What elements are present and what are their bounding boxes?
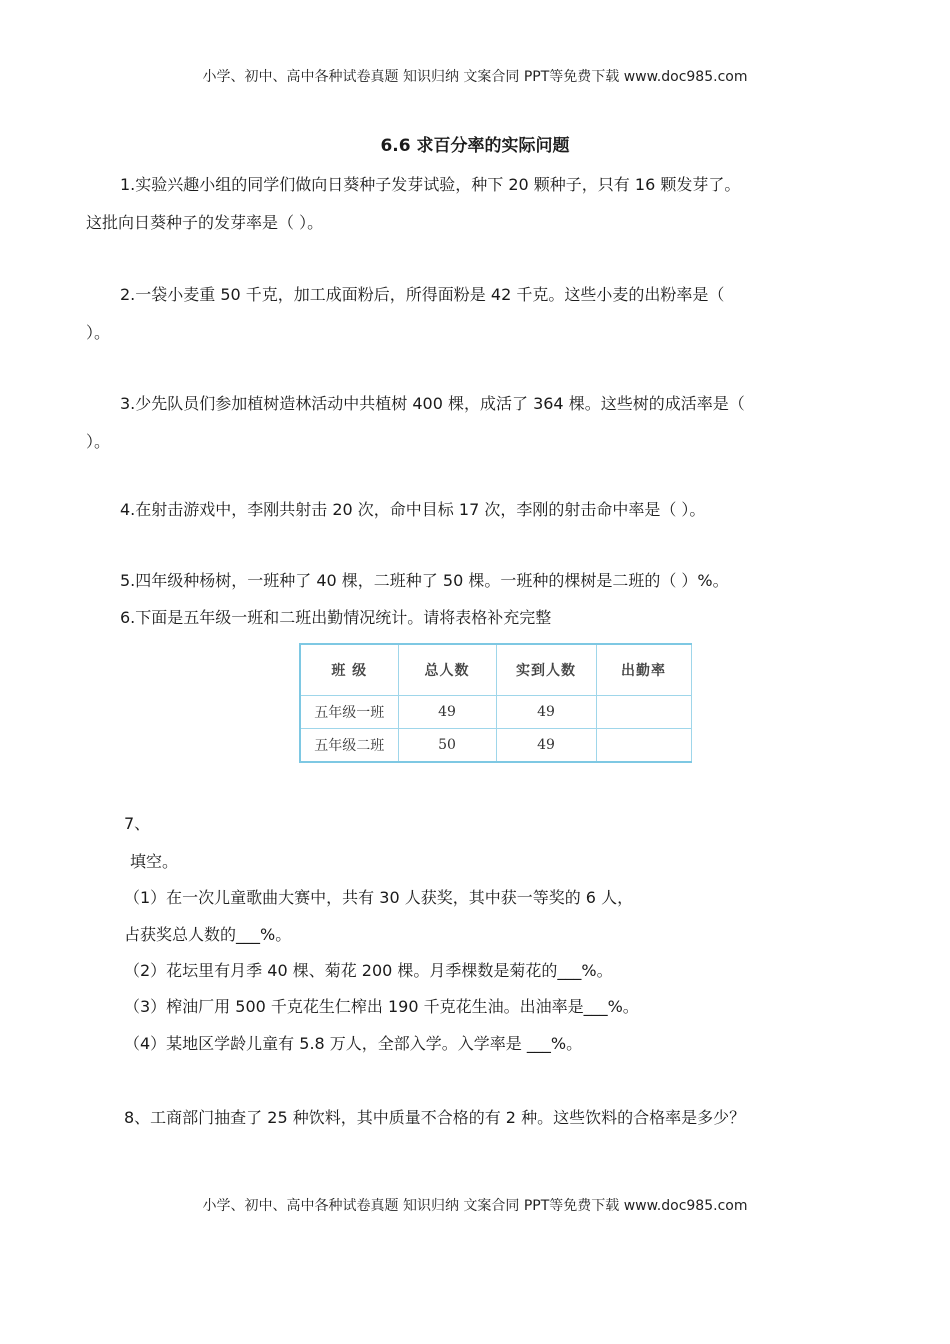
page-footer: 小学、初中、高中各种试卷真题 知识归纳 文案合同 PPT等免费下载 www.doc985.com bbox=[202, 1198, 748, 1214]
question-4: 4.在射击游戏中，李刚共射击 20 次，命中目标 17 次，李刚的射击命中率是（ ）。 bbox=[120, 500, 706, 519]
table-header-row bbox=[300, 644, 691, 696]
table-cell: 五年级二班 bbox=[300, 729, 398, 763]
table-header-cell: 实到人数 bbox=[496, 644, 596, 696]
question-8: 8、工商部门抽查了 25 种饮料，其中质量不合格的有 2 种。这些饮料的合格率是多少？ bbox=[124, 1108, 746, 1127]
question-1-line-2: 这批向日葵种子的发芽率是（ ）。 bbox=[86, 213, 324, 232]
question-3-line-2: ）。 bbox=[86, 432, 111, 451]
question-7-item-3: （3）榨油厂用 500 千克花生仁榨出 190 千克花生油。出油率是___%。 bbox=[124, 997, 639, 1016]
table-row bbox=[300, 696, 691, 729]
question-7-item-2: （2）花坛里有月季 40 棵、菊花 200 棵。月季棵数是菊花的___%。 bbox=[124, 961, 613, 980]
table-cell: 50 bbox=[398, 729, 496, 763]
question-7-item-1-line-2: 占获奖总人数的___%。 bbox=[124, 925, 292, 944]
question-7-number: 7、 bbox=[124, 814, 151, 833]
table-cell: 49 bbox=[496, 729, 596, 763]
table-cell-blank bbox=[596, 729, 691, 763]
question-3-line-1: 3.少先队员们参加植树造林活动中共植树 400 棵，成活了 364 棵。这些树的成活率是（ bbox=[120, 394, 745, 413]
table-row bbox=[300, 729, 691, 763]
question-7-item-1-line-1: （1）在一次儿童歌曲大赛中，共有 30 人获奖，其中获一等奖的 6 人， bbox=[124, 888, 634, 907]
table-header-cell: 出勤率 bbox=[596, 644, 691, 696]
question-6: 6.下面是五年级一班和二班出勤情况统计。请将表格补充完整 bbox=[120, 608, 552, 627]
table-header-cell: 总人数 bbox=[398, 644, 496, 696]
page-header: 小学、初中、高中各种试卷真题 知识归纳 文案合同 PPT等免费下载 www.doc985.com bbox=[202, 69, 748, 85]
question-7-item-4: （4）某地区学龄儿童有 5.8 万人，全部入学。入学率是 ___%。 bbox=[124, 1034, 583, 1053]
table-cell: 五年级一班 bbox=[300, 696, 398, 729]
attendance-table bbox=[299, 643, 692, 763]
question-2-line-1: 2.一袋小麦重 50 千克，加工成面粉后，所得面粉是 42 千克。这些小麦的出粉率是（ bbox=[120, 285, 725, 304]
question-5: 5.四年级种杨树，一班种了 40 棵，二班种了 50 棵。一班种的棵树是二班的（ ）%。 bbox=[120, 571, 729, 590]
table-header-cell: 班 级 bbox=[300, 644, 398, 696]
question-2-line-2: ）。 bbox=[86, 323, 111, 342]
table-cell-blank bbox=[596, 696, 691, 729]
page-title: 6.6 求百分率的实际问题 bbox=[380, 136, 570, 156]
question-7-intro: 填空。 bbox=[130, 852, 179, 871]
table-cell: 49 bbox=[496, 696, 596, 729]
question-1-line-1: 1.实验兴趣小组的同学们做向日葵种子发芽试验，种下 20 颗种子，只有 16 颗发芽了。 bbox=[120, 175, 741, 194]
table-cell: 49 bbox=[398, 696, 496, 729]
